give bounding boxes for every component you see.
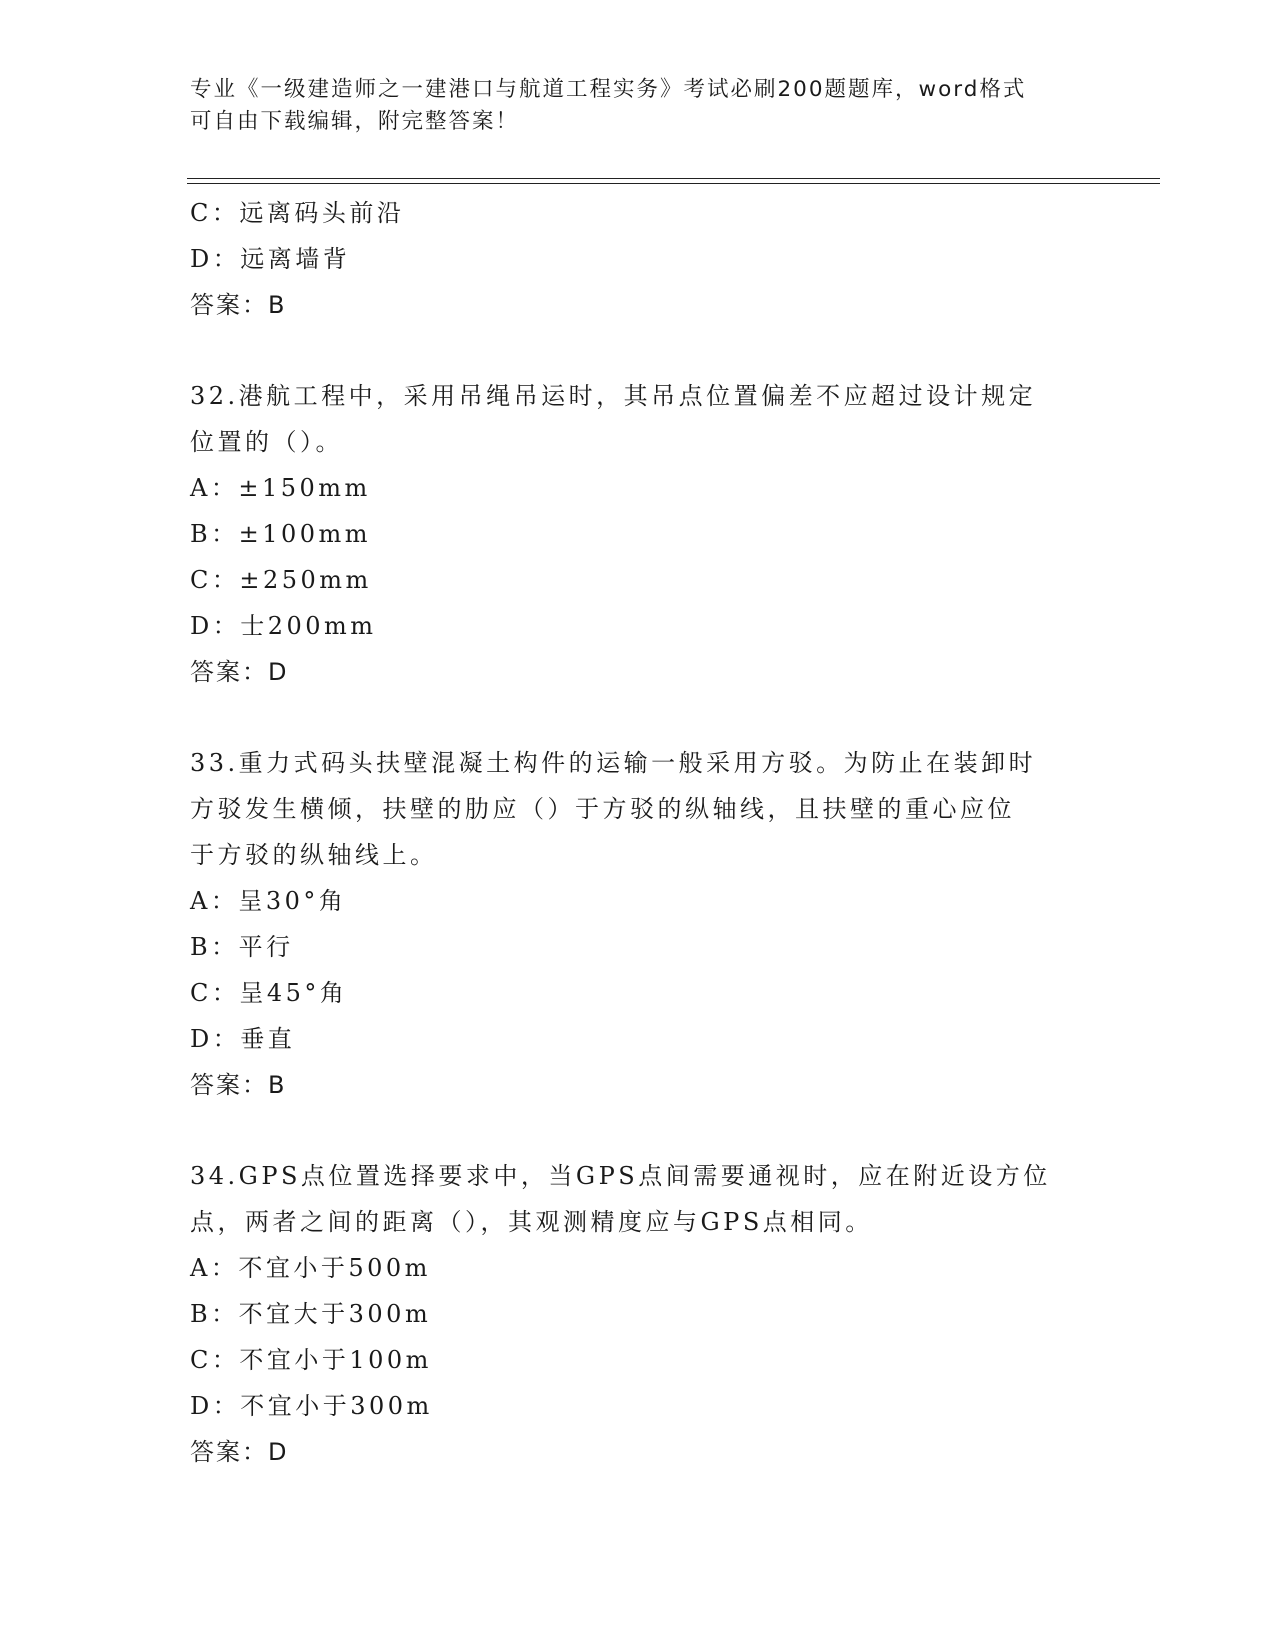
spacer (190, 328, 1090, 373)
question-stem-line: 于方驳的纵轴线上。 (190, 841, 438, 869)
question-stem-line: 33.重力式码头扶壁混凝土构件的运输一般采用方驳。为防止在装卸时 (190, 749, 1037, 777)
option-a: A：呈30°角 (190, 887, 347, 915)
option-c: C：呈45°角 (190, 979, 348, 1007)
answer-line: 答案：B (190, 1071, 287, 1099)
question-34 (190, 1153, 1090, 1475)
option-b: B：±100mm (190, 520, 372, 548)
option-b: B：平行 (190, 933, 294, 961)
question-stem-line: 位置的（）。 (190, 428, 343, 456)
question-32 (190, 373, 1090, 695)
question-stem-line: 34.GPS点位置选择要求中，当GPS点间需要通视时，应在附近设方位 (190, 1162, 1051, 1190)
answer-line: 答案：D (190, 658, 289, 686)
option-a: A：不宜小于500m (190, 1254, 431, 1282)
spacer (190, 695, 1090, 740)
option-d: D：不宜小于300m (190, 1392, 433, 1420)
option-a: A：±150mm (190, 474, 371, 502)
header-rule-top (187, 178, 1160, 179)
answer-line: 答案：D (190, 1438, 289, 1466)
prev-question-block (190, 190, 1090, 328)
question-list (190, 190, 1090, 1475)
header-line-1: 专业《一级建造师之一建港口与航道工程实务》考试必刷200题题库，word格式 (190, 77, 1027, 102)
option-d: D：士200mm (190, 612, 377, 640)
question-33 (190, 740, 1090, 1108)
question-stem-line: 32.港航工程中，采用吊绳吊运时，其吊点位置偏差不应超过设计规定 (190, 382, 1037, 410)
option-b: B：不宜大于300m (190, 1300, 432, 1328)
header-rule-bottom (187, 183, 1160, 184)
header-line-2: 可自由下载编辑，附完整答案！ (190, 109, 520, 134)
spacer (190, 1108, 1090, 1153)
option-c: C：远离码头前沿 (190, 199, 405, 227)
answer-line: 答案：B (190, 291, 287, 319)
option-c: C：不宜小于100m (190, 1346, 432, 1374)
page-header (190, 74, 1090, 138)
question-stem-line: 方驳发生横倾，扶壁的肋应（）于方驳的纵轴线，且扶壁的重心应位 (190, 795, 1015, 823)
option-d: D：远离墙背 (190, 245, 351, 273)
option-c: C：±250mm (190, 566, 372, 594)
option-d: D：垂直 (190, 1025, 296, 1053)
question-stem-line: 点，两者之间的距离（），其观测精度应与GPS点相同。 (190, 1208, 873, 1236)
